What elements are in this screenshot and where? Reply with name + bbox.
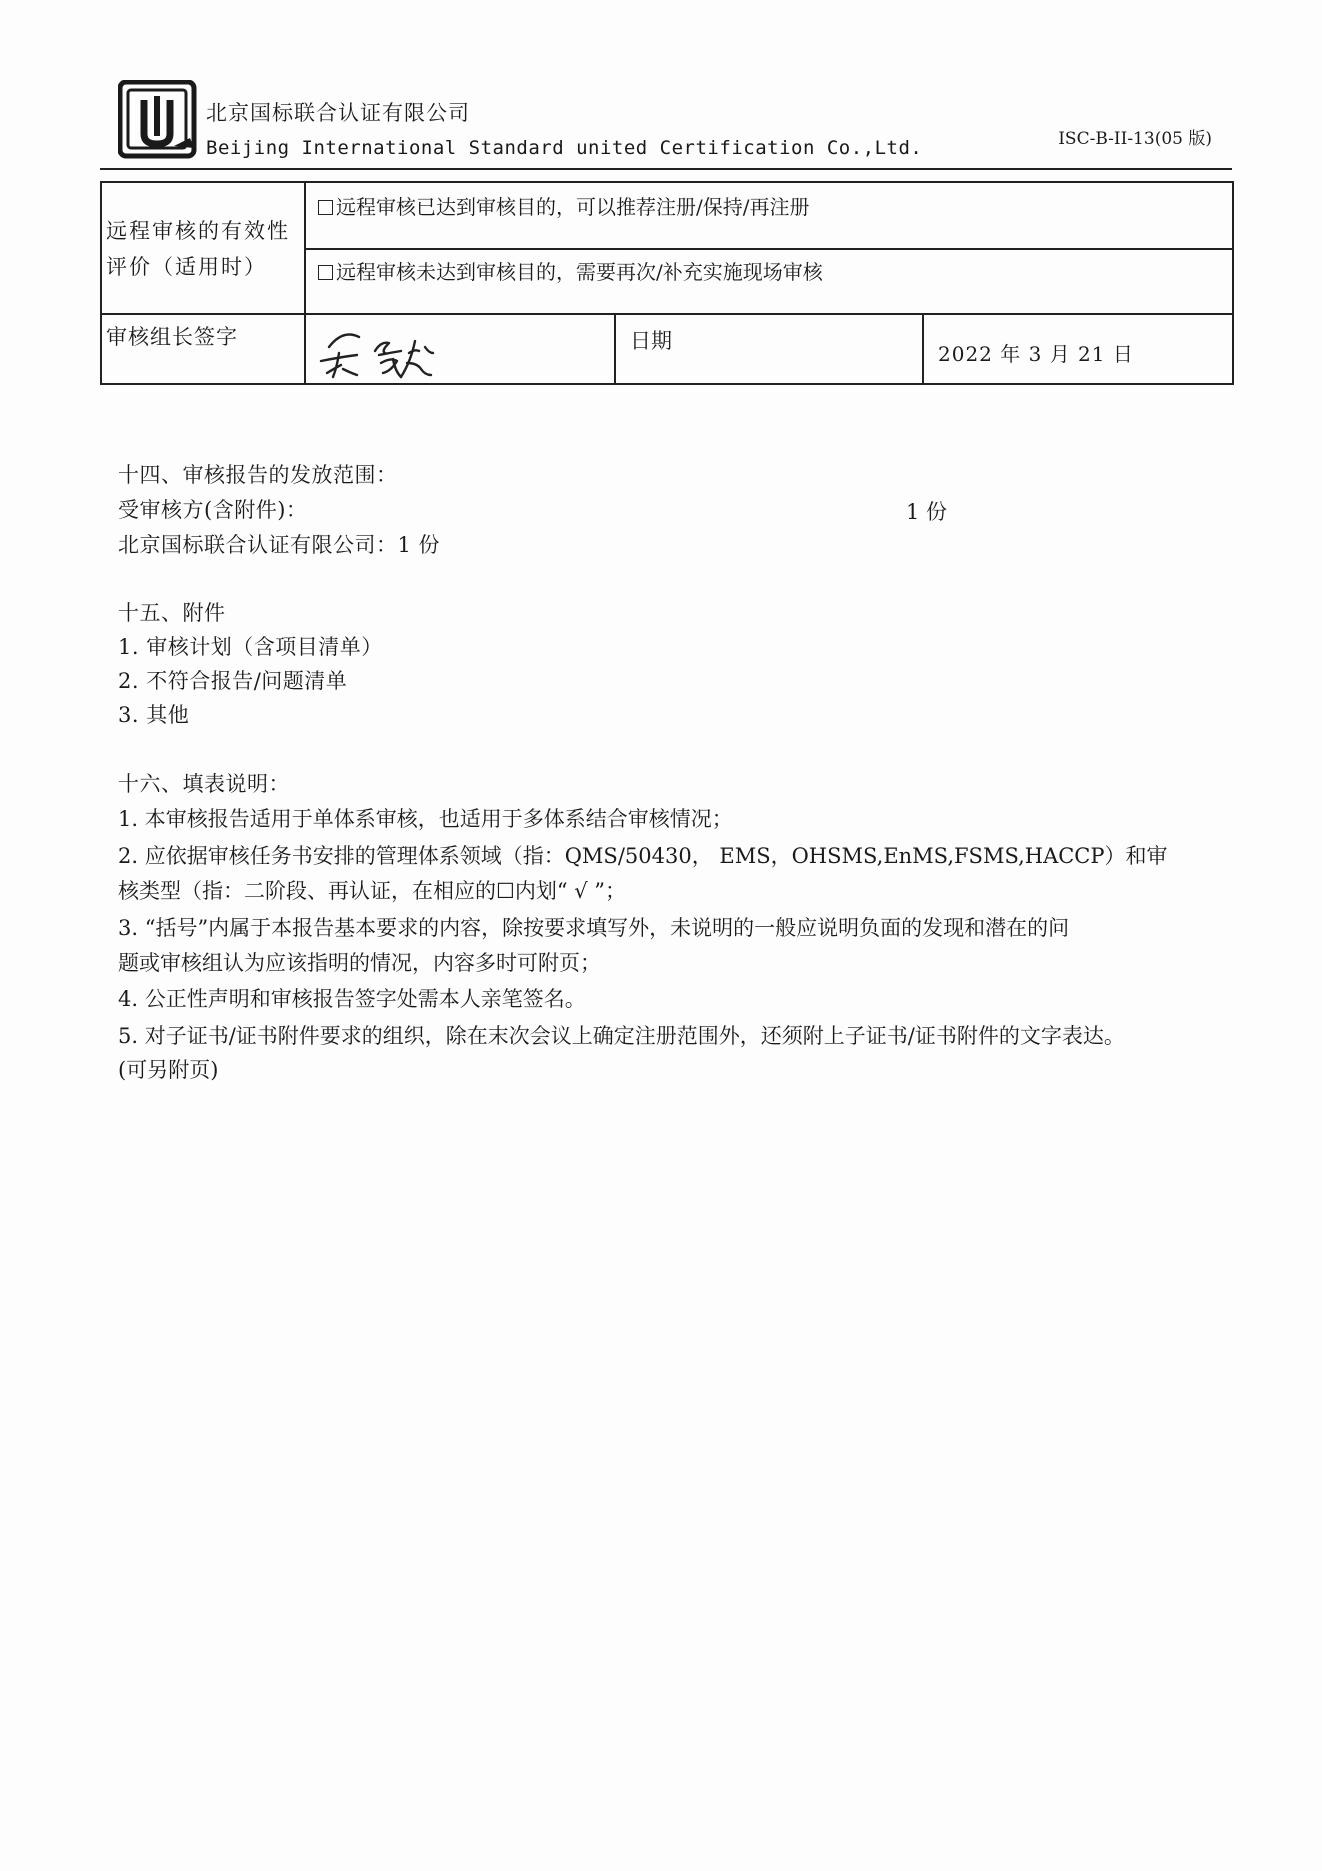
instruction-line: 1. 本审核报告适用于单体系审核，也适用于多体系结合审核情况；: [118, 807, 733, 831]
remote-audit-eval-label: [106, 213, 306, 285]
company-name-en: Beijing International Standard united Certification Co.,Ltd.: [206, 137, 923, 159]
table-divider: [102, 313, 1232, 315]
eval-label-line: 远程审核的有效性: [106, 219, 290, 243]
copies-count: 1 份: [906, 500, 948, 524]
instruction-line: 5. 对子证书/证书附件要求的组织，除在末次会议上确定注册范围外，还须附上子证书/证书附件的文字表达。: [118, 1024, 1125, 1048]
section-14-line: 受审核方(含附件)：: [118, 498, 308, 522]
company-name-cn: 北京国标联合认证有限公司: [206, 101, 470, 125]
checkbox[interactable]: [318, 265, 333, 280]
table-divider: [304, 248, 1232, 250]
instruction-line: 题或审核组认为应该指明的情况，内容多时可附页；: [118, 951, 601, 975]
instruction-line: 核类型（指：二阶段、再认证，在相应的☐内划“ √ ”；: [118, 879, 627, 903]
evaluation-table: [100, 181, 1234, 385]
header-divider: [100, 168, 1232, 170]
document-code: ISC-B-II-13(05 版): [1058, 129, 1212, 149]
option-achieved-label: 远程审核已达到审核目的，可以推荐注册/保持/再注册: [336, 195, 810, 219]
instruction-line: (可另附页): [118, 1058, 219, 1082]
date-label: 日期: [630, 329, 672, 353]
instruction-line: 3. “括号”内属于本报告基本要求的内容，除按要求填写外，未说明的一般应说明负面的发现和潜在的问: [118, 916, 1070, 940]
attachment-item: 1. 审核计划（含项目清单）: [118, 635, 383, 659]
company-logo-icon: [118, 80, 200, 162]
table-divider: [922, 313, 924, 383]
section-16-title: 十六、填表说明：: [118, 772, 290, 796]
checkbox[interactable]: [318, 200, 333, 215]
section-15-title: 十五、附件: [118, 601, 226, 625]
section-14-line: 北京国标联合认证有限公司：1 份: [118, 533, 441, 557]
option-not-achieved: [318, 256, 823, 285]
date-value: 2022 年 3 月 21 日: [938, 342, 1134, 366]
instruction-line: 4. 公正性声明和审核报告签字处需本人亲笔签名。: [118, 987, 586, 1011]
attachment-item: 3. 其他: [118, 703, 190, 727]
option-achieved: [318, 191, 809, 220]
option-not-achieved-label: 远程审核未达到审核目的，需要再次/补充实施现场审核: [336, 260, 823, 284]
eval-label-line: 评价（适用时）: [106, 255, 267, 279]
team-leader-signature-label: 审核组长签字: [106, 325, 238, 349]
attachment-item: 2. 不符合报告/问题清单: [118, 669, 348, 693]
instruction-line: 2. 应依据审核任务书安排的管理体系领域（指：QMS/50430， EMS，OHSMS,EnMS,FSMS,HACCP）和审: [118, 844, 1168, 868]
section-14-title: 十四、审核报告的发放范围：: [118, 463, 398, 487]
